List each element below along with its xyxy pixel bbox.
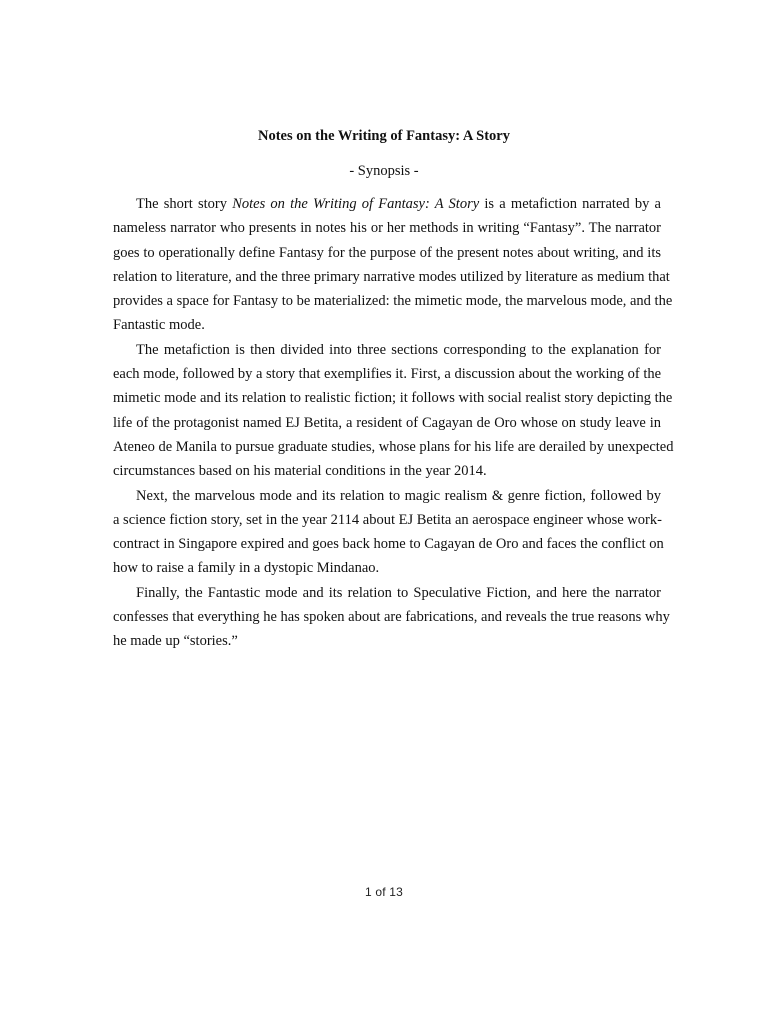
paragraph-line: how to raise a family in a dystopic Mindanao. — [113, 560, 380, 577]
paragraph-line: contract in Singapore expired and goes back home to Cagayan de Oro and faces the conflict on — [113, 536, 664, 553]
paragraph-line: circumstances based on his material conditions in the year 2014. — [113, 463, 487, 480]
paragraph-line: Fantastic mode. — [113, 317, 205, 334]
paragraph-line: he made up “stories.” — [113, 633, 238, 650]
document-body — [113, 192, 674, 654]
paragraph — [113, 338, 674, 484]
paragraph-line: The metafiction is then divided into three sections corresponding to the explanation for — [136, 341, 661, 358]
paragraph — [113, 192, 673, 338]
story-title-italic: Notes on the Writing of Fantasy: A Story — [232, 196, 480, 212]
document-title: Notes on the Writing of Fantasy: A Story — [257, 128, 510, 144]
paragraph-line: goes to operationally define Fantasy for the purpose of the present notes about writing, and its — [113, 244, 661, 261]
paragraph-line: provides a space for Fantasy to be materialized: the mimetic mode, the marvelous mode, and the — [113, 293, 673, 310]
text-run: The short story — [136, 196, 233, 212]
paragraph-line: nameless narrator who presents in notes his or her methods in writing “Fantasy”. The narrator — [113, 220, 661, 237]
paragraph-line — [113, 192, 661, 216]
paragraph-line: mimetic mode and its relation to realistic fiction; it follows with social realist story depicting the — [113, 390, 673, 407]
paragraph — [113, 484, 664, 581]
paragraph-line: each mode, followed by a story that exemplifies it. First, a discussion about the working of the — [113, 366, 662, 383]
paragraph — [113, 581, 670, 654]
document-subtitle: - Synopsis - — [349, 163, 419, 179]
text-run: is a metafiction narrated by a — [479, 196, 661, 212]
page-number: 1 of 13 — [364, 885, 404, 899]
paragraph-line: confesses that everything he has spoken about are fabrications, and reveals the true reasons why — [113, 609, 670, 626]
paragraph-line: relation to literature, and the three primary narrative modes utilized by literature as medium that — [113, 268, 670, 285]
paragraph-line: a science fiction story, set in the year 2114 about EJ Betita an aerospace engineer whose work- — [113, 511, 662, 528]
paragraph-line: Finally, the Fantastic mode and its relation to Speculative Fiction, and here the narrator — [136, 584, 661, 601]
paragraph-line: life of the protagonist named EJ Betita, a resident of Cagayan de Oro whose on study leave in — [113, 414, 661, 431]
paragraph-line: Ateneo de Manila to pursue graduate studies, whose plans for his life are derailed by unexpected — [113, 438, 674, 455]
paragraph-line: Next, the marvelous mode and its relation to magic realism & genre fiction, followed by — [136, 487, 661, 504]
